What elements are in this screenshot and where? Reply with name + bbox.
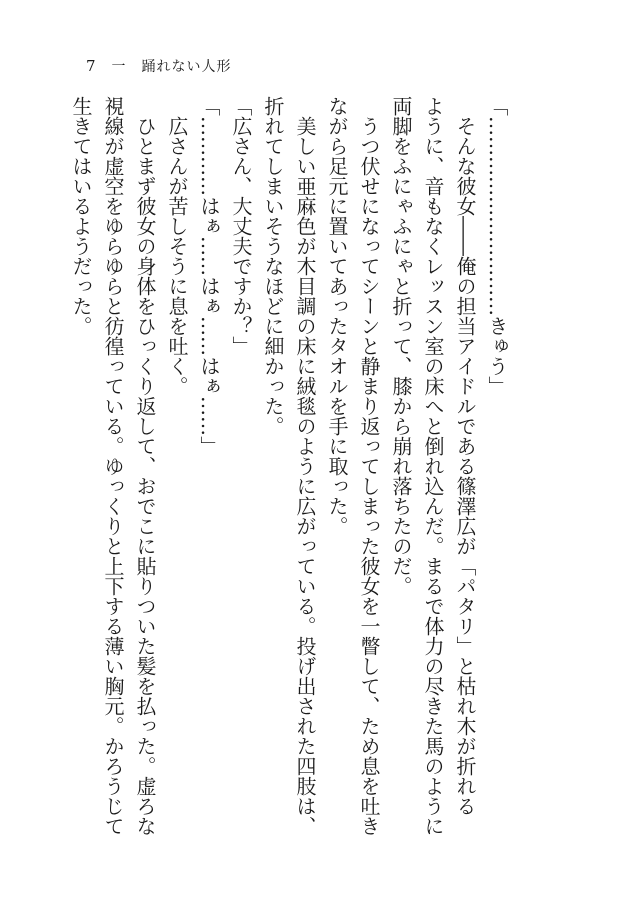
text-line: うつ伏せになってシーンと静まり返ってしまった彼女を一瞥して、ため息を吐き bbox=[357, 96, 381, 836]
vertical-text-body bbox=[65, 96, 513, 856]
header-separator: 一 bbox=[111, 59, 126, 75]
text-line: ながら足元に置いてあったタオルを手に取った。 bbox=[325, 96, 349, 536]
text-line: 「…………………………きゅう」 bbox=[485, 96, 509, 396]
text-line: ひとまず彼女の身体をひっくり返して、おでこに貼りついた髪を払った。虚ろな bbox=[133, 96, 157, 836]
text-line: 両脚をふにゃふにゃと折って、膝から崩れ落ちたのだ。 bbox=[389, 96, 413, 596]
text-line: ように、音もなくレッスン室の床へと倒れ込んだ。まるで体力の尽きた馬のように bbox=[421, 96, 445, 836]
text-line: 視線が虚空をゆらゆらと彷徨っている。ゆっくりと上下する薄い胸元。かろうじて bbox=[101, 96, 125, 836]
text-line: 折れてしまいそうなほどに細かった。 bbox=[261, 96, 285, 436]
chapter-title: 踊れない人形 bbox=[141, 59, 232, 75]
running-header bbox=[86, 56, 232, 76]
text-line: そんな彼女――俺の担当アイドルである篠澤広が「パタリ」と枯れ木が折れる bbox=[453, 96, 477, 816]
page-number: 7 bbox=[86, 57, 96, 75]
text-line: 美しい亜麻色が木目調の床に絨毯のように広がっている。投げ出された四肢は、 bbox=[293, 96, 317, 836]
text-line: 「…………はぁ……はぁ……はぁ……」 bbox=[197, 96, 221, 456]
text-line: 「広さん、大丈夫ですか？」 bbox=[229, 96, 253, 356]
text-line: 広さんが苦しそうに息を吐く。 bbox=[165, 96, 189, 396]
text-line: 生きてはいるようだった。 bbox=[69, 96, 93, 336]
